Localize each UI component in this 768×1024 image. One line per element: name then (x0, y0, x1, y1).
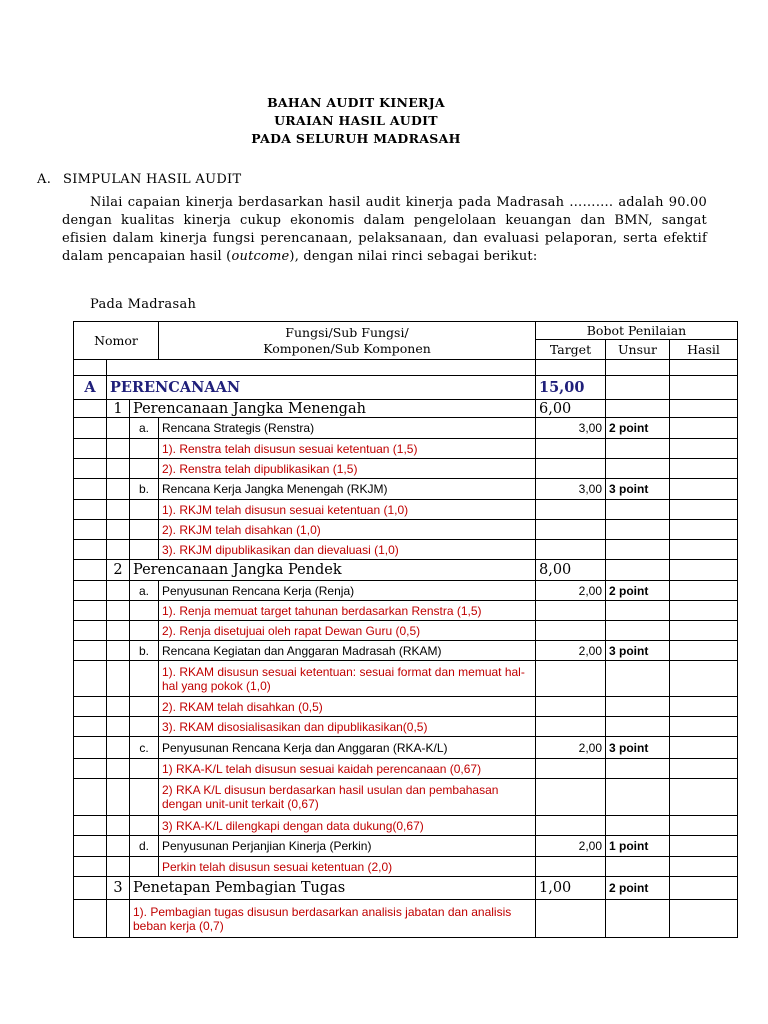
row-label: Perencanaan Jangka Pendek (130, 560, 536, 581)
row-unsur: 3 point (606, 641, 670, 661)
row-target: 2,00 (536, 737, 606, 759)
row-number: 3 (107, 877, 130, 900)
table-row (74, 759, 738, 779)
table-row (74, 900, 738, 938)
row-unsur: 2 point (606, 877, 670, 900)
assessment-table (73, 321, 738, 938)
header-fungsi-line2: Komponen/Sub Komponen (263, 340, 431, 356)
paragraph-italic: outcome (231, 249, 290, 264)
row-item: 1) RKA-K/L telah disusun sesuai kaidah perencanaan (0,67) (159, 759, 536, 779)
row-label: Perencanaan Jangka Menengah (130, 400, 536, 418)
row-target: 8,00 (536, 560, 606, 581)
row-unsur: 2 point (606, 581, 670, 601)
row-item: 2). Renja disetujuai oleh rapat Dewan Guru (0,5) (159, 621, 536, 641)
row-item: 1). Pembagian tugas disusun berdasarkan analisis jabatan dan analisis beban kerja (0,7) (130, 900, 536, 938)
row-number: b. (130, 641, 159, 661)
row-item: 1). RKAM disusun sesuai ketentuan: sesuai format dan memuat hal-hal yang pokok (1,0) (159, 661, 536, 697)
header-bobot: Bobot Penilaian (536, 322, 738, 340)
table-row (74, 816, 738, 836)
row-target: 6,00 (536, 400, 606, 418)
row-number: a. (130, 581, 159, 601)
table-row (74, 479, 738, 500)
section-heading (37, 172, 241, 187)
table-row (74, 540, 738, 560)
row-target: 1,00 (536, 877, 606, 900)
row-number: a. (130, 418, 159, 439)
row-item: 1). Renstra telah disusun sesuai ketentuan (1,5) (159, 439, 536, 459)
doc-title-line-1: BAHAN AUDIT KINERJA (267, 95, 445, 110)
row-unsur: 2 point (606, 418, 670, 439)
section-title: SIMPULAN HASIL AUDIT (63, 172, 242, 187)
table-row (74, 400, 738, 418)
table-row (74, 500, 738, 520)
table-row (74, 857, 738, 877)
table-row (74, 601, 738, 621)
row-target: 2,00 (536, 641, 606, 661)
header-fungsi-line1: Fungsi/Sub Fungsi/ (285, 324, 409, 340)
row-number: 1 (107, 400, 130, 418)
row-unsur: 1 point (606, 836, 670, 857)
header-nomor: Nomor (74, 322, 159, 360)
paragraph-text-1: Nilai capaian kinerja berdasarkan hasil audit kinerja pada Madrasah ………. adalah 90.00 dengan kualitas kinerja cukup ekonomis dalam pengelolaan keuangan dan BMN, sangat efisien dalam kinerja fungsi perencanaan, pelaksanaan, dan evaluasi pelaporan, serta efektif dalam pencapaian hasil ( (62, 195, 707, 264)
section-label: A. (37, 172, 52, 187)
row-label: PERENCANAAN (107, 376, 536, 400)
row-item: 2). RKAM telah disahkan (0,5) (159, 697, 536, 717)
row-item: 2). RKJM telah disahkan (1,0) (159, 520, 536, 540)
header-target: Target (536, 340, 606, 360)
row-label: Rencana Kegiatan dan Anggaran Madrasah (RKAM) (159, 641, 536, 661)
row-number: b. (130, 479, 159, 500)
doc-title-line-3: PADA SELURUH MADRASAH (251, 131, 461, 146)
table-row (74, 621, 738, 641)
header-fungsi (159, 322, 536, 360)
header-unsur: Unsur (606, 340, 670, 360)
row-target: 3,00 (536, 479, 606, 500)
row-item: 3). RKJM dipublikasikan dan dievaluasi (1,0) (159, 540, 536, 560)
row-unsur: 3 point (606, 737, 670, 759)
row-item: 2). Renstra telah dipublikasikan (1,5) (159, 459, 536, 479)
sub-heading: Pada Madrasah (90, 297, 197, 312)
row-number: A (74, 376, 107, 400)
row-number: d. (130, 836, 159, 857)
row-number: c. (130, 737, 159, 759)
table-row (74, 641, 738, 661)
table-row (74, 717, 738, 737)
row-number: 2 (107, 560, 130, 581)
table-row (74, 520, 738, 540)
summary-paragraph (62, 194, 707, 266)
row-target: 2,00 (536, 836, 606, 857)
table-row (74, 581, 738, 601)
paragraph-text-2: ), dengan nilai rinci sebagai berikut: (289, 249, 538, 264)
row-item: 3). RKAM disosialisasikan dan dipublikasikan(0,5) (159, 717, 536, 737)
row-target: 3,00 (536, 418, 606, 439)
row-target: 2,00 (536, 581, 606, 601)
row-label: Penetapan Pembagian Tugas (130, 877, 536, 900)
row-item: 1). Renja memuat target tahunan berdasarkan Renstra (1,5) (159, 601, 536, 621)
row-label: Penyusunan Rencana Kerja (Renja) (159, 581, 536, 601)
row-label: Rencana Strategis (Renstra) (159, 418, 536, 439)
doc-title-line-2: URAIAN HASIL AUDIT (274, 113, 438, 128)
table-row (74, 697, 738, 717)
row-item: 1). RKJM telah disusun sesuai ketentuan (1,0) (159, 500, 536, 520)
table-row (74, 836, 738, 857)
table-row (74, 779, 738, 816)
row-item: 3) RKA-K/L dilengkapi dengan data dukung(0,67) (159, 816, 536, 836)
row-label: Penyusunan Rencana Kerja dan Anggaran (RKA-K/L) (159, 737, 536, 759)
table-row (74, 418, 738, 439)
row-target: 15,00 (536, 376, 606, 400)
row-label: Rencana Kerja Jangka Menengah (RKJM) (159, 479, 536, 500)
table-row (74, 877, 738, 900)
header-hasil: Hasil (670, 340, 738, 360)
table-row (74, 439, 738, 459)
table-row (74, 376, 738, 400)
table-row (74, 459, 738, 479)
row-item: Perkin telah disusun sesuai ketentuan (2,0) (159, 857, 536, 877)
table-row (74, 560, 738, 581)
row-unsur: 3 point (606, 479, 670, 500)
row-item: 2) RKA K/L disusun berdasarkan hasil usulan dan pembahasan dengan unit-unit terkait (0,67) (159, 779, 536, 816)
table-row (74, 661, 738, 697)
table-row (74, 737, 738, 759)
row-label: Penyusunan Perjanjian Kinerja (Perkin) (159, 836, 536, 857)
